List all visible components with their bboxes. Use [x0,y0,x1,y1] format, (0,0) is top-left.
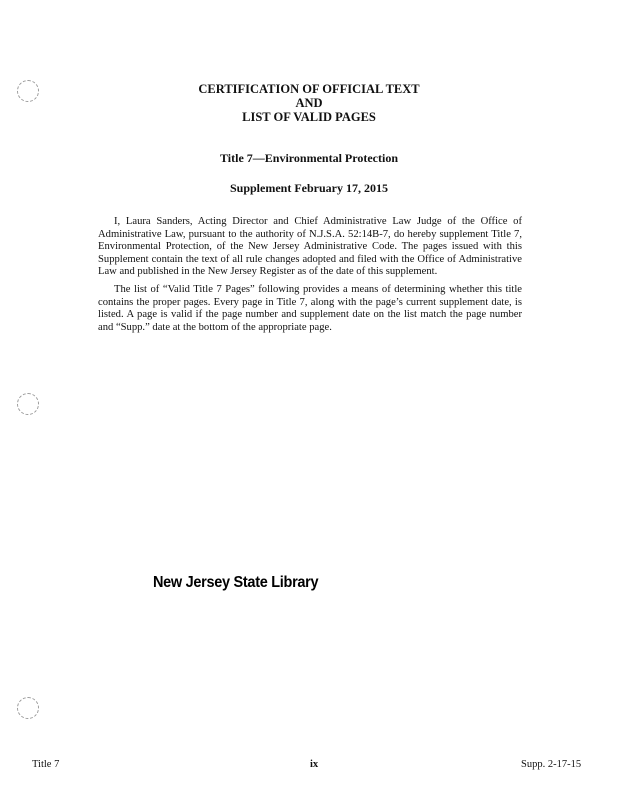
supplement-line: Supplement February 17, 2015 [229,181,388,195]
heading-line-2: AND [295,96,323,110]
punch-hole-bottom [17,697,39,719]
paragraph-valid-pages: The list of “Valid Title 7 Pages” following provides a means of determining whether this title contains the proper pages. Every page in Title 7, along with the page’s current supplement date, is listed. A page is valid if the page number and supplement date on the list match the page number and “Supp.” date at the bottom of the appropriate page. [98,283,522,333]
heading-line-1: CERTIFICATION OF OFFICIAL TEXT [198,82,420,96]
footer-title: Title 7 [32,759,60,770]
heading-line-3: LIST OF VALID PAGES [242,110,376,124]
footer-supplement-date: Supp. 2-17-15 [521,759,582,770]
certification-body [98,216,522,339]
library-stamp: New Jersey State Library [153,574,319,592]
title-line: Title 7—Environmental Protection [220,151,398,165]
footer-page-number: ix [310,759,319,770]
punch-hole-middle [17,393,39,415]
paragraph-certification: I, Laura Sanders, Acting Director and Chief Administrative Law Judge of the Office of Administrative Law, pursuant to the authority of N.J.S.A. 52:14B-7, do hereby supplement Title 7, Environmental Protection, of the New Jersey Administrative Code. The pages issued with this Supplement contain the text of all rule changes adopted and filed with the Office of Administrative Law and published in the New Jersey Register as of the date of this supplement. [98,216,522,278]
